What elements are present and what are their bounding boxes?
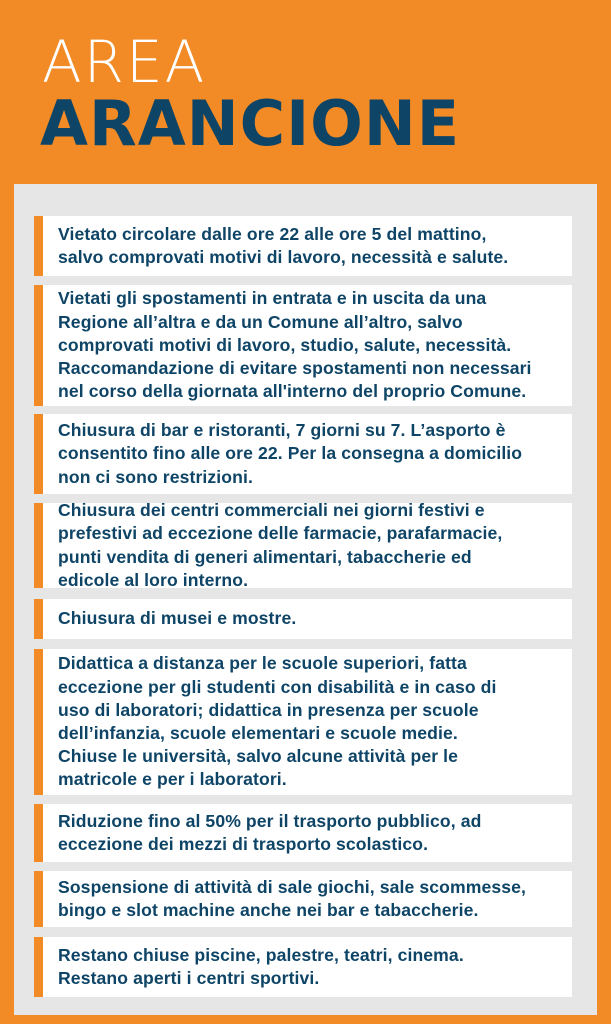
rule-text-line: bingo e slot machine anche nei bar e tabaccherie. bbox=[58, 900, 479, 920]
rule-text-line: nel corso della giornata all'interno del proprio Comune. bbox=[58, 381, 527, 402]
rule-card bbox=[34, 649, 572, 795]
rule-text-line: Vietato circolare dalle ore 22 alle ore 5 del mattino, bbox=[58, 223, 487, 244]
rule-card bbox=[34, 414, 572, 494]
rule-text-line: Chiuse le università, salvo alcune attività per le bbox=[58, 746, 459, 767]
rule-text bbox=[58, 810, 481, 856]
rule-text bbox=[58, 876, 526, 922]
rule-text-line: prefestivi ad eccezione delle farmacie, parafarmacie, bbox=[58, 523, 503, 544]
title-arancione: ARANCIONE bbox=[40, 87, 461, 160]
rule-text-line: Riduzione fino al 50% per il trasporto pubblico, ad bbox=[58, 810, 482, 831]
rule-text-line: Regione all’altra e da un Comune all’altro, salvo bbox=[58, 311, 463, 332]
rule-card bbox=[34, 216, 572, 276]
rule-text-line: Chiusura di musei e mostre. bbox=[58, 608, 297, 629]
rule-text-line: consentito fino alle ore 22. Per la consegna a domicilio bbox=[58, 443, 523, 464]
rule-card bbox=[34, 285, 572, 406]
rule-text bbox=[58, 287, 532, 403]
rule-card bbox=[34, 804, 572, 862]
header bbox=[0, 0, 611, 184]
rule-text-line: matricole e per i laboratori. bbox=[58, 769, 287, 790]
title-area: AREA bbox=[42, 28, 207, 96]
rule-text-line: eccezione per gli studenti con disabilità e in caso di bbox=[58, 676, 497, 697]
rule-text-line: comprovati motivi di lavoro, studio, salute, necessità. bbox=[58, 334, 512, 355]
rule-text-line: uso di laboratori; didattica in presenza per scuole bbox=[58, 699, 479, 720]
rule-text-line: Vietati gli spostamenti in entrata e in uscita da una bbox=[58, 288, 487, 309]
rule-text bbox=[58, 499, 502, 592]
rule-card bbox=[34, 937, 572, 997]
rule-text-line: Restano chiuse piscine, palestre, teatri, cinema. bbox=[58, 944, 464, 965]
rule-text-line: Chiusura dei centri commerciali nei giorni festivi e bbox=[58, 500, 485, 521]
rule-text-line: edicole al loro interno. bbox=[58, 569, 249, 590]
bottom-strip bbox=[0, 1015, 611, 1024]
rule-text bbox=[58, 607, 296, 630]
rule-card bbox=[34, 599, 572, 639]
rule-text bbox=[58, 419, 522, 489]
rule-text-line: salvo comprovati motivi di lavoro, necessità e salute. bbox=[58, 247, 509, 267]
rule-text bbox=[58, 652, 497, 791]
rule-text-line: Raccomandazione di evitare spostamenti non necessari bbox=[58, 358, 532, 379]
rule-text-line: punti vendita di generi alimentari, tabaccherie ed bbox=[58, 546, 472, 567]
rule-text-line: non ci sono restrizioni. bbox=[58, 466, 253, 487]
rule-card bbox=[34, 500, 572, 590]
rule-text-line: Didattica a distanza per le scuole superiori, fatta bbox=[58, 653, 467, 674]
rule-text-line: dell’infanzia, scuole elementari e scuole medie. bbox=[58, 723, 458, 743]
rule-card bbox=[34, 871, 572, 927]
rule-text-line: Restano aperti i centri sportivi. bbox=[58, 968, 320, 988]
rule-text bbox=[58, 944, 464, 990]
rule-text-line: eccezione dei mezzi di trasporto scolastico. bbox=[58, 834, 429, 854]
rule-text bbox=[58, 223, 508, 269]
rule-text-line: Sospensione di attività di sale giochi, sale scommesse, bbox=[58, 876, 526, 897]
rule-text-line: Chiusura di bar e ristoranti, 7 giorni su 7. L’asporto è bbox=[58, 420, 506, 441]
